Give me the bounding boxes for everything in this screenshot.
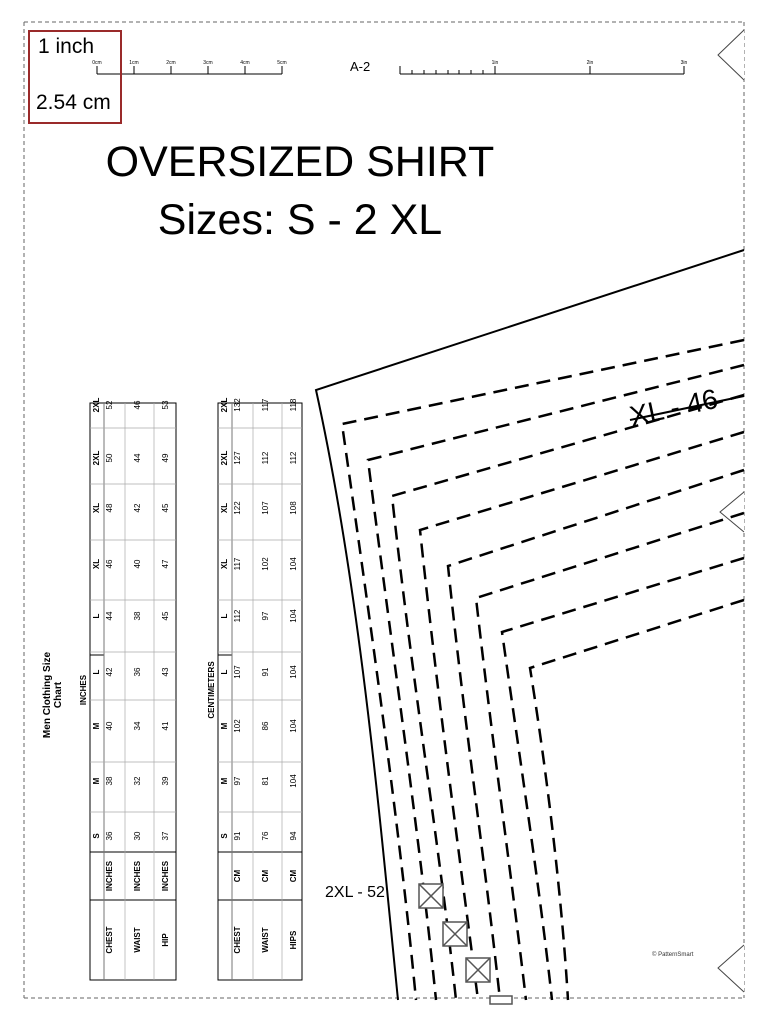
size-header: M xyxy=(220,722,229,730)
table-cell: 112 xyxy=(261,451,270,465)
table-cell: 38 xyxy=(133,611,142,621)
notch-bottom xyxy=(718,945,744,992)
table-cell: 112 xyxy=(233,609,242,623)
unit-label: INCHES xyxy=(161,860,170,892)
scale-inch-label: 1 inch xyxy=(38,35,95,58)
table-cell: 97 xyxy=(233,776,242,786)
table-cell: 32 xyxy=(133,776,142,786)
table-cell: 41 xyxy=(161,721,170,731)
unit-label: CM xyxy=(289,869,298,883)
measurement-label: CHEST xyxy=(233,926,242,954)
size-label-2xl: 2XL - 52 xyxy=(325,884,385,901)
measurement-label: CHEST xyxy=(105,926,114,954)
table-cell: 50 xyxy=(105,453,114,463)
inch-tick-label: 3in xyxy=(680,60,688,66)
size-header: 2XL xyxy=(220,450,229,466)
size-header: M xyxy=(220,777,229,785)
marker-box xyxy=(443,922,467,946)
table-cell: 127 xyxy=(233,451,242,465)
table-cell: 97 xyxy=(261,611,270,621)
table-cell: 40 xyxy=(133,559,142,569)
size-chart-title: Men Clothing Size Chart xyxy=(42,651,64,739)
size-header: L xyxy=(220,613,229,619)
pattern-piece-id: A-2 xyxy=(350,59,371,74)
scale-reference-box xyxy=(28,30,122,124)
size-header: L xyxy=(92,669,101,675)
table-cell: 47 xyxy=(161,559,170,569)
cm-tick-label: 0cm xyxy=(92,60,102,66)
table-cell: 43 xyxy=(161,667,170,677)
size-header: L xyxy=(92,613,101,619)
notch-middle xyxy=(720,492,744,532)
table-cell: 117 xyxy=(261,398,270,412)
size-chart-cm xyxy=(218,403,302,980)
table-cell: 46 xyxy=(133,400,142,410)
table-cell: 104 xyxy=(289,665,298,679)
size-header: XL xyxy=(92,502,101,514)
table-cell: 112 xyxy=(289,451,298,465)
unit-label: CM xyxy=(261,869,270,883)
table-cell: 44 xyxy=(105,611,114,621)
table-cell: 46 xyxy=(105,559,114,569)
table-cell: 48 xyxy=(105,503,114,513)
size-header: S xyxy=(220,833,229,839)
table-cell: 42 xyxy=(105,667,114,677)
unit-heading: CENTIMETERS xyxy=(207,661,216,719)
size-chart-inches-grid xyxy=(90,403,176,980)
pattern-title: OVERSIZED SHIRT xyxy=(105,138,495,186)
size-header: XL xyxy=(92,558,101,570)
inch-ruler xyxy=(400,66,684,74)
table-cell: 91 xyxy=(261,667,270,677)
table-cell: 81 xyxy=(261,776,270,786)
table-cell: 30 xyxy=(133,831,142,841)
measurement-label: HIPS xyxy=(289,930,298,950)
cm-ruler xyxy=(97,66,282,74)
cm-tick-label: 2cm xyxy=(166,60,176,66)
table-cell: 107 xyxy=(233,665,242,679)
table-cell: 37 xyxy=(161,831,170,841)
measurement-label: WAIST xyxy=(133,927,142,953)
inch-tick-label: 1in xyxy=(491,60,499,66)
table-cell: 132 xyxy=(233,398,242,412)
table-cell: 117 xyxy=(233,557,242,571)
table-cell: 107 xyxy=(261,501,270,515)
cm-tick-label: 4cm xyxy=(240,60,250,66)
unit-label: INCHES xyxy=(105,860,114,892)
table-cell: 104 xyxy=(289,774,298,788)
size-header: XL xyxy=(220,502,229,514)
cm-tick-label: 1cm xyxy=(129,60,139,66)
table-cell: 102 xyxy=(233,719,242,733)
size-header: L xyxy=(220,669,229,675)
alignment-notches xyxy=(718,30,744,992)
unit-label: INCHES xyxy=(133,860,142,892)
table-cell: 91 xyxy=(233,831,242,841)
table-cell: 53 xyxy=(161,400,170,410)
marker-box xyxy=(490,996,512,1004)
table-cell: 36 xyxy=(133,667,142,677)
pattern-sizes: Sizes: S - 2 XL xyxy=(157,196,443,244)
table-cell: 118 xyxy=(289,398,298,412)
size-header: 2XL xyxy=(92,450,101,466)
size-header: 2XL xyxy=(220,397,229,413)
table-cell: 45 xyxy=(161,611,170,621)
marker-box xyxy=(466,958,490,982)
table-cell: 39 xyxy=(161,776,170,786)
table-cell: 52 xyxy=(105,400,114,410)
size-header: 2XL xyxy=(92,397,101,413)
notch-top xyxy=(718,30,744,80)
size-header: S xyxy=(92,833,101,839)
table-cell: 86 xyxy=(261,721,270,731)
table-cell: 102 xyxy=(261,557,270,571)
size-header: M xyxy=(92,722,101,730)
unit-heading: INCHES xyxy=(79,674,88,706)
cm-tick-label: 3cm xyxy=(203,60,213,66)
size-chart-cm-grid xyxy=(218,403,302,980)
table-cell: 122 xyxy=(233,501,242,515)
marker-box xyxy=(419,884,443,908)
table-cell: 108 xyxy=(289,501,298,515)
measurement-label: WAIST xyxy=(261,927,270,953)
table-cell: 36 xyxy=(105,831,114,841)
table-cell: 49 xyxy=(161,453,170,463)
cm-tick-label: 5cm xyxy=(277,60,287,66)
table-cell: 40 xyxy=(105,721,114,731)
scale-cm-label: 2.54 cm xyxy=(36,91,111,114)
table-cell: 34 xyxy=(133,721,142,731)
measurement-label: HIP xyxy=(161,933,170,947)
size-chart-inches xyxy=(90,403,176,980)
table-cell: 38 xyxy=(105,776,114,786)
table-cell: 45 xyxy=(161,503,170,513)
size-label-xl: XL - 46 xyxy=(626,382,721,432)
inch-tick-label: 2in xyxy=(586,60,594,66)
table-cell: 104 xyxy=(289,557,298,571)
table-cell: 42 xyxy=(133,503,142,513)
table-cell: 94 xyxy=(289,831,298,841)
table-cell: 104 xyxy=(289,609,298,623)
table-cell: 44 xyxy=(133,453,142,463)
table-cell: 76 xyxy=(261,831,270,841)
unit-label: CM xyxy=(233,869,242,883)
copyright-notice: © PatternSmart xyxy=(652,952,694,958)
size-header: XL xyxy=(220,558,229,570)
table-cell: 104 xyxy=(289,719,298,733)
size-header: M xyxy=(92,777,101,785)
